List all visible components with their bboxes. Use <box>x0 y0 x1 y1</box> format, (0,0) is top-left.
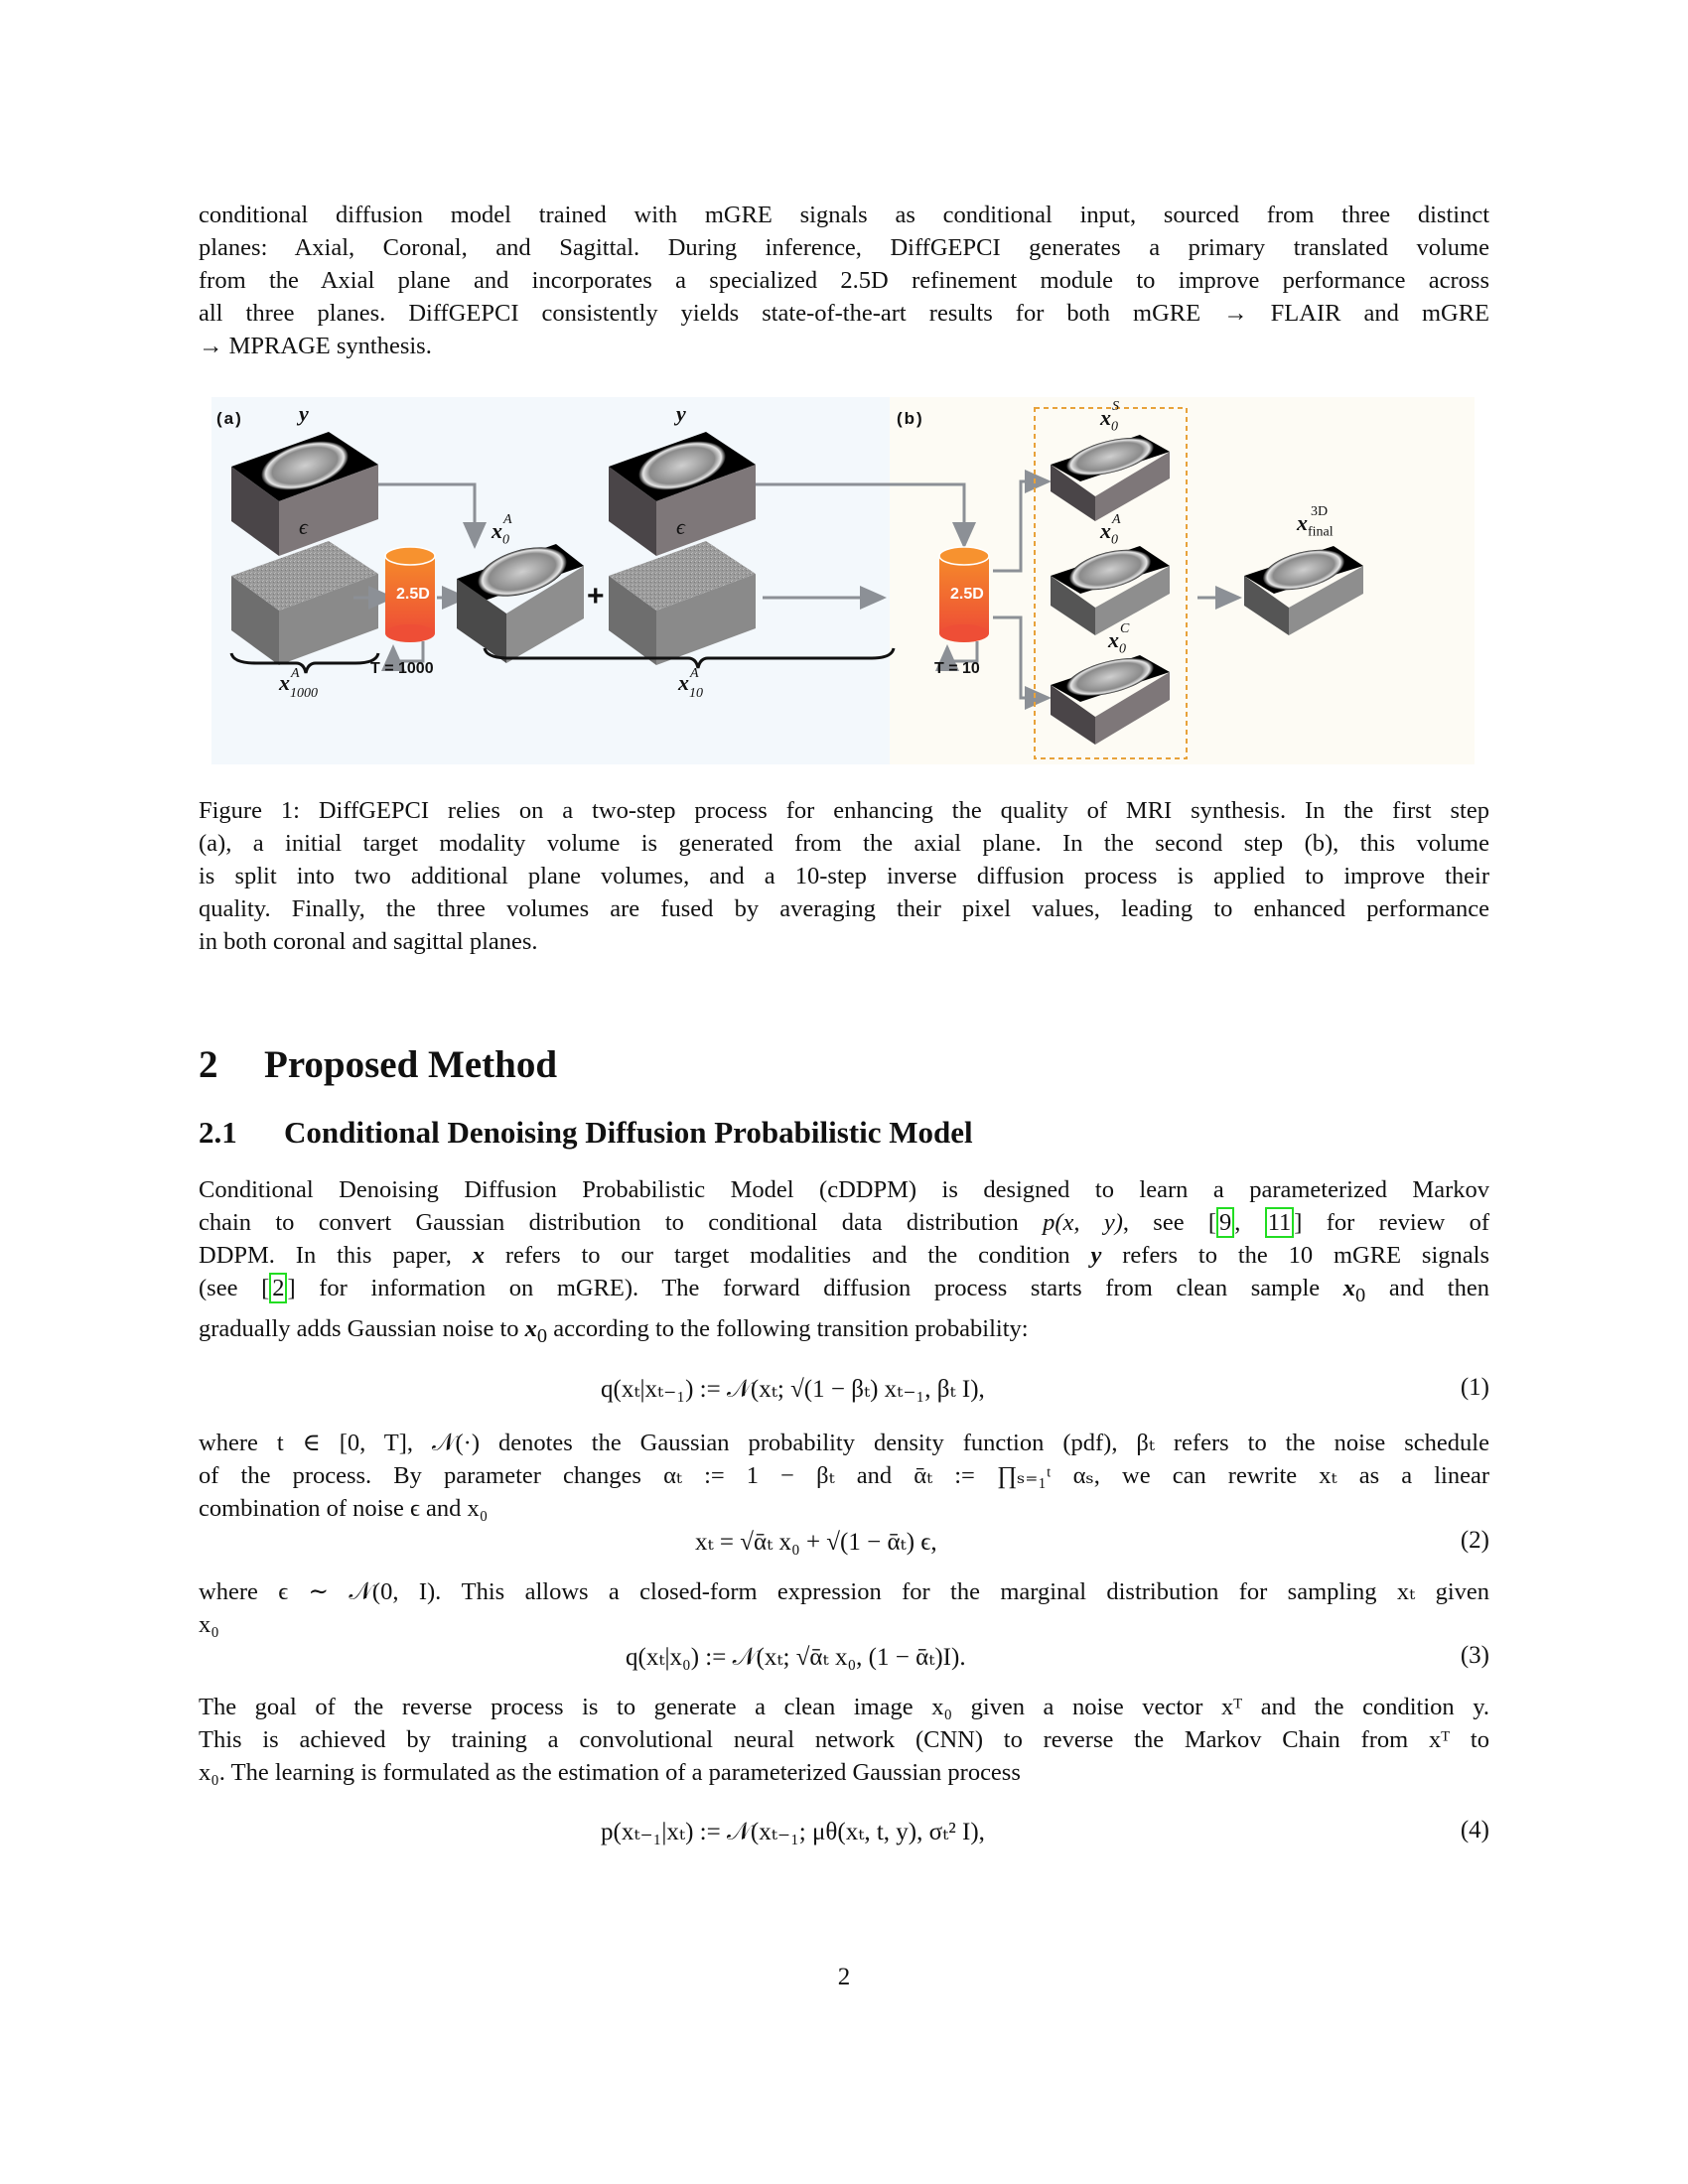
brace-label-sup: A <box>291 666 300 681</box>
brace-label-base: x <box>678 670 689 695</box>
brace-label-sub: 1000 <box>290 686 318 702</box>
page-number: 2 <box>837 1964 851 1990</box>
citation-link-9[interactable]: 9 <box>1216 1207 1234 1238</box>
text: gradually adds Gaussian noise to <box>199 1314 525 1342</box>
caption-line: (a), a initial target modality volume is generated from the axial plane. In the second step (b), this volume <box>199 830 1489 857</box>
x0-axial-refined-volume <box>1051 542 1170 635</box>
noise-volume-2 <box>609 541 756 665</box>
body-paragraph-4 <box>199 1691 1489 1789</box>
panel-a-label: (a) <box>216 409 243 428</box>
body-paragraph-2 <box>199 1427 1489 1525</box>
label-sub: 0 <box>1111 532 1118 548</box>
text: (see <box>199 1275 262 1301</box>
intro-paragraph <box>199 199 1489 362</box>
body-paragraph-3 <box>199 1575 1489 1641</box>
equation-1-number: (1) <box>1460 1374 1489 1401</box>
label-sub: final <box>1308 524 1334 540</box>
section-heading <box>199 1042 557 1087</box>
brace-label-x1000 <box>279 666 318 702</box>
equation-2: xₜ = √ᾱₜ x₀ + √(1 − ᾱₜ) ϵ, <box>695 1529 937 1556</box>
model-label-b: 2.5D <box>950 586 984 603</box>
label-sup: S <box>1112 399 1119 414</box>
figure-1 <box>211 397 1475 764</box>
label-sub: 0 <box>1119 641 1126 657</box>
label-base: x <box>1100 405 1111 430</box>
final-label <box>1297 504 1334 540</box>
body-line: where t ∈ [0, T], 𝒩(·) denotes the Gaussian probability density function (pdf), βₜ refers to the noise schedule <box>199 1430 1489 1456</box>
text: for information on mGRE). The forward diffusion process starts from clean sample <box>295 1275 1343 1301</box>
label-sup: C <box>1120 621 1130 636</box>
coronal-label <box>1108 621 1130 657</box>
brace-label-base: x <box>279 670 290 695</box>
output-label-sub: 0 <box>502 532 509 548</box>
text: DDPM. In this paper, <box>199 1242 473 1269</box>
subsection-title: Conditional Denoising Diffusion Probabilistic Model <box>284 1115 973 1150</box>
intro-line: planes: Axial, Coronal, and Sagittal. During inference, DiffGEPCI generates a primary translated volume <box>199 234 1489 261</box>
brace-label-x10 <box>678 666 703 702</box>
caption-line: Figure 1: DiffGEPCI relies on a two-step process for enhancing the quality of MRI synthesis. In the first step <box>199 797 1489 824</box>
body-line: chain to convert Gaussian distribution to conditional data distribution p(x, y), see [ 9 , 11 ] for review of <box>199 1209 1489 1236</box>
x0-axial-volume <box>457 538 584 663</box>
text: for review of <box>1302 1209 1489 1236</box>
body-line: The goal of the reverse process is to generate a clean image x₀ given a noise vector xᵀ and the condition y. <box>199 1694 1489 1720</box>
body-line: where ϵ ∼ 𝒩(0, I). This allows a closed-form expression for the marginal distribution for sampling xₜ given <box>199 1578 1489 1605</box>
body-line: This is achieved by training a convolutional neural network (CNN) to reverse the Markov Chain from xᵀ to <box>199 1726 1489 1753</box>
text: refers to our target modalities and the condition <box>485 1242 1091 1269</box>
section-title: Proposed Method <box>264 1043 558 1086</box>
equation-4-number: (4) <box>1460 1817 1489 1843</box>
subsection-heading <box>199 1115 973 1151</box>
label-sub: 0 <box>1111 419 1118 435</box>
body-line: combination of noise ϵ and x₀ <box>199 1495 489 1522</box>
math-inline: p(x, y) <box>1043 1209 1123 1236</box>
noise-label-2: ϵ <box>676 514 685 539</box>
noise-label: ϵ <box>299 514 308 539</box>
body-paragraph-1 <box>199 1173 1489 1353</box>
condition-label-y: y <box>299 401 309 426</box>
intro-line: from the Axial plane and incorporates a specialized 2.5D refinement module to improve performance across <box>199 267 1489 294</box>
body-line: Conditional Denoising Diffusion Probabilistic Model (cDDPM) is designed to learn a parameterized Markov <box>199 1176 1489 1203</box>
equation-1: q(xₜ|xₜ₋₁) := 𝒩(xₜ; √(1 − βₜ) xₜ₋₁, βₜ I), <box>601 1376 985 1403</box>
x-final-3d-volume <box>1244 542 1363 635</box>
equation-2-number: (2) <box>1460 1527 1489 1554</box>
caption-line: in both coronal and sagittal planes. <box>199 928 538 955</box>
text: chain to convert Gaussian distribution to conditional data distribution <box>199 1209 1044 1236</box>
brace-label-sub: 10 <box>689 686 703 702</box>
loop-label-a: T = 1000 <box>370 660 434 677</box>
condition-label-y-2: y <box>676 401 686 426</box>
citation-link-2[interactable]: 2 <box>269 1273 287 1303</box>
output-label-x0A <box>492 512 512 548</box>
caption-line: quality. Finally, the three volumes are fused by averaging their pixel values, leading to enhanced performance <box>199 895 1489 922</box>
label-base: x <box>1297 510 1308 535</box>
text: refers to the 10 mGRE signals <box>1101 1242 1489 1269</box>
plus-sign: + <box>587 580 605 613</box>
body-line: x₀ <box>199 1611 219 1638</box>
figure-diagram <box>211 397 1475 764</box>
noise-volume <box>231 541 378 665</box>
intro-line: → MPRAGE synthesis. <box>199 333 432 359</box>
panel-b-label: (b) <box>897 409 924 428</box>
output-label-base: x <box>492 518 502 543</box>
caption-line: is split into two additional plane volumes, and a 10-step inverse diffusion process is applied to improve their <box>199 863 1489 889</box>
section-number: 2 <box>199 1043 218 1086</box>
text: according to the following transition probability: <box>547 1314 1029 1342</box>
body-line: gradually adds Gaussian noise to $x_0$ according to the following transition probability: <box>199 1314 1029 1347</box>
intro-line: conditional diffusion model trained with mGRE signals as conditional input, sourced from three distinct <box>199 202 1489 228</box>
intro-line: all three planes. DiffGEPCI consistently yields state-of-the-art results for both mGRE → FLAIR and mGRE <box>199 300 1489 327</box>
output-label-sup: A <box>503 512 512 527</box>
body-line: DDPM. In this paper, x refers to our target modalities and the condition y refers to the 10 mGRE signals <box>199 1242 1489 1269</box>
label-base: x <box>1100 518 1111 543</box>
x0-sagittal-volume <box>1051 431 1170 521</box>
subsection-number: 2.1 <box>199 1115 237 1150</box>
label-sup: 3D <box>1311 504 1329 519</box>
figure-caption <box>199 794 1489 958</box>
equation-3-number: (3) <box>1460 1642 1489 1669</box>
body-line: x₀. The learning is formulated as the estimation of a parameterized Gaussian process <box>199 1759 1021 1786</box>
loop-label-b: T = 10 <box>934 660 980 677</box>
axial-label <box>1100 512 1121 548</box>
sagittal-label <box>1100 399 1119 435</box>
brace-label-sup: A <box>690 666 699 681</box>
equation-4: p(xₜ₋₁|xₜ) := 𝒩(xₜ₋₁; μθ(xₜ, t, y), σₜ² I), <box>601 1819 985 1845</box>
body-line: of the process. By parameter changes αₜ := 1 − βₜ and ᾱₜ := ∏ₛ₌₁ᵗ αₛ, we can rewrite xₜ as a linear <box>199 1462 1489 1489</box>
label-sup: A <box>1112 512 1121 527</box>
text: , see <box>1122 1209 1208 1236</box>
citation-link-11[interactable]: 11 <box>1265 1207 1295 1238</box>
model-label-a: 2.5D <box>396 586 430 603</box>
body-line: (see [ 2 ] for information on mGRE). The forward diffusion process starts from clean sample $x_0$ and then <box>199 1275 1489 1306</box>
label-base: x <box>1108 627 1119 652</box>
x0-coronal-volume <box>1051 651 1170 745</box>
text: and then <box>1365 1275 1489 1301</box>
equation-3: q(xₜ|x₀) := 𝒩(xₜ; √ᾱₜ x₀, (1 − ᾱₜ)I). <box>626 1644 966 1671</box>
